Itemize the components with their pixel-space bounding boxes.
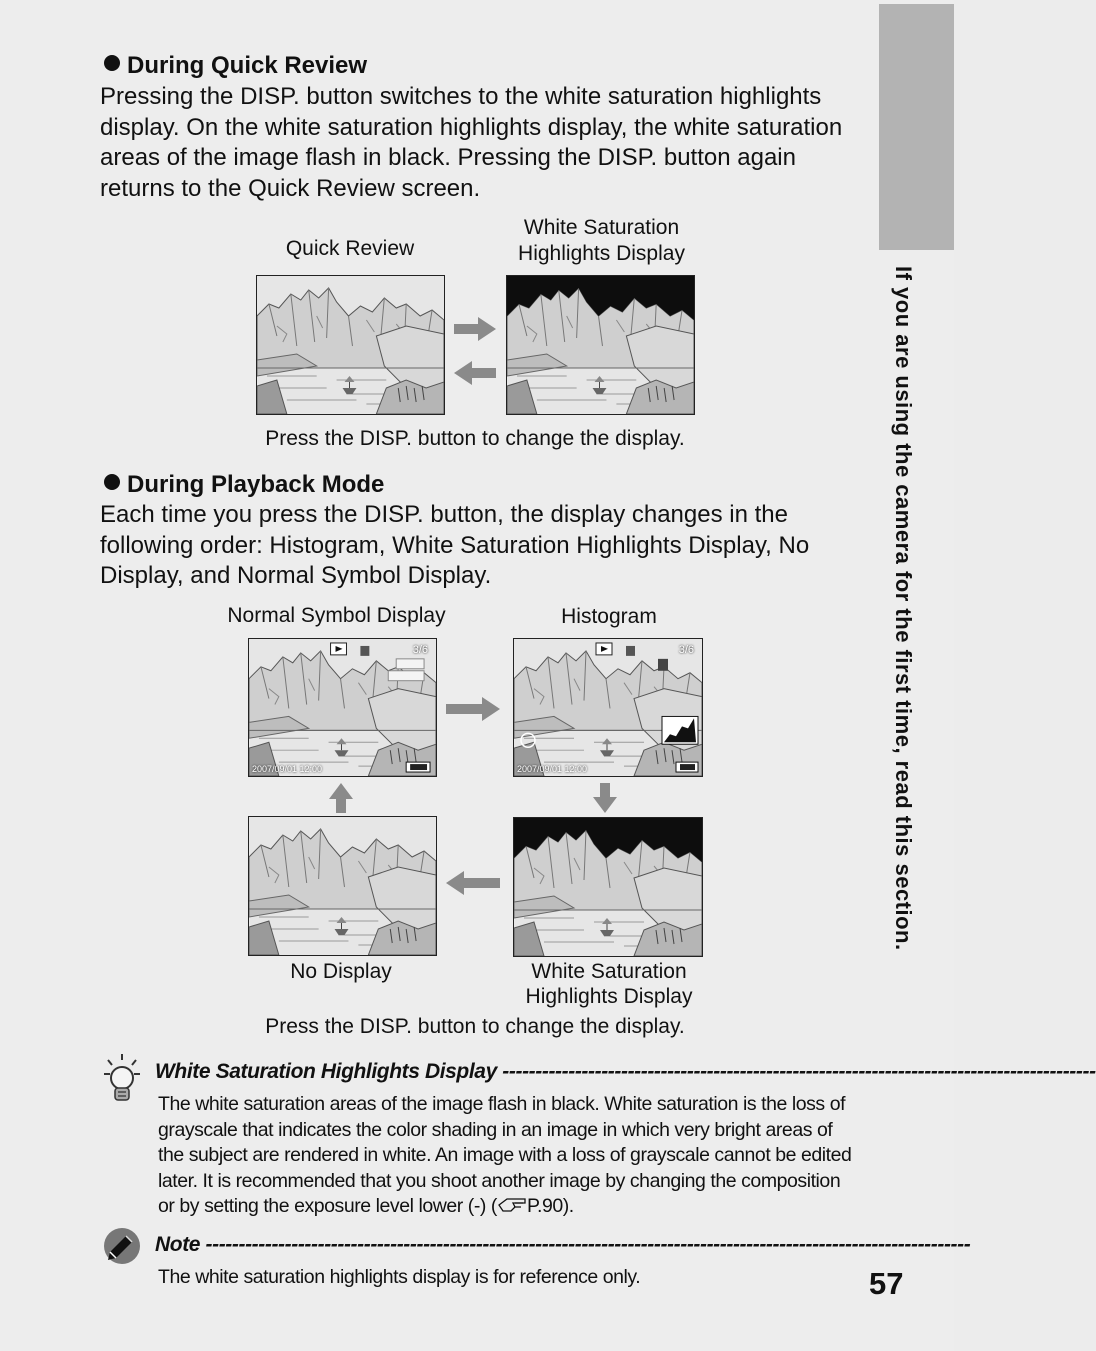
- quick-review-caption: Press the DISP. button to change the display.: [265, 427, 685, 450]
- no-display-label: No Display: [290, 960, 392, 983]
- quick-review-body: Pressing the DISP. button switches to the white saturation highlights display. On the white saturation highlights display, the white saturation areas of the image flash in black. Pressing the DISP. button again returns to the Quick Review screen.: [100, 83, 843, 202]
- histogram-label: Histogram: [561, 605, 657, 628]
- playback-body: Each time you press the DISP. button, the display changes in the following order: Histogram, White Saturation Highlights Display, No Display, and Normal Symbol Display.: [100, 501, 810, 589]
- quick-review-label: Quick Review: [285, 237, 415, 260]
- arrow-right-icon: [454, 317, 496, 341]
- normal-symbol-label: Normal Symbol Display: [227, 604, 446, 627]
- page-number: 57: [869, 1266, 904, 1301]
- wsh-screen-quick: [506, 275, 695, 415]
- tip-body-text: The white saturation areas of the image flash in black. White saturation is the loss of grayscale that indicates the color shading in an image in which very bright areas of the subject are rendered in white. An image with a loss of grayscale cannot be edited later. It is recommended that you shoot another image by changing the composition or by setting the exposure level lower (-) (: [158, 1093, 852, 1217]
- playback-heading: [104, 471, 384, 499]
- lightbulb-icon: [102, 1052, 142, 1106]
- normal-symbol-screen: [248, 638, 437, 777]
- date-time: 2007/09/01 12:00: [252, 764, 323, 774]
- bullet-icon: [104, 474, 120, 490]
- frame-count: 3/6: [678, 644, 694, 656]
- no-display-screen: [248, 816, 437, 956]
- playback-heading-text: During Playback Mode: [127, 471, 385, 498]
- wsh-screen-playback: [513, 817, 703, 957]
- section-tab-text: If you are using the camera for the first time, read this section.: [891, 266, 916, 951]
- histogram-screen: [513, 638, 703, 777]
- date-time: 2007/09/01 12:00: [517, 764, 588, 774]
- quick-review-screen: [256, 275, 445, 415]
- note-title: Note: [155, 1233, 201, 1256]
- quick-review-heading-text: During Quick Review: [127, 52, 368, 79]
- arrow-right-icon: [446, 697, 500, 721]
- section-tab: [879, 4, 954, 250]
- arrow-left-icon: [446, 871, 500, 895]
- tip-heading: White Saturation Highlights Display ------------------------------------------------------------------------------------------: [155, 1060, 1096, 1083]
- playback-caption: Press the DISP. button to change the display.: [265, 1015, 685, 1038]
- quick-review-heading: [104, 52, 367, 80]
- wsh-playback-label-line2: Highlights Display: [525, 985, 693, 1008]
- wsh-label-line2: Highlights Display: [518, 242, 685, 265]
- note-heading: Note --------------------------------------------------------------------------------------------------------------------: [155, 1233, 971, 1256]
- arrow-down-icon: [593, 783, 617, 813]
- pencil-icon: [102, 1226, 142, 1266]
- bullet-icon: [104, 55, 120, 71]
- tip-body: [158, 1092, 858, 1220]
- arrow-up-icon: [329, 783, 353, 813]
- wsh-playback-label-line1: White Saturation: [531, 960, 687, 983]
- arrow-left-icon: [454, 361, 496, 385]
- note-body: The white saturation highlights display is for reference only.: [158, 1266, 641, 1288]
- wsh-label-line1: White Saturation: [523, 216, 680, 239]
- frame-count: 3/6: [412, 644, 428, 656]
- tip-ref-page: P.90).: [526, 1195, 574, 1217]
- pointing-hand-icon: [497, 1195, 527, 1211]
- tip-title: White Saturation Highlights Display: [155, 1060, 497, 1083]
